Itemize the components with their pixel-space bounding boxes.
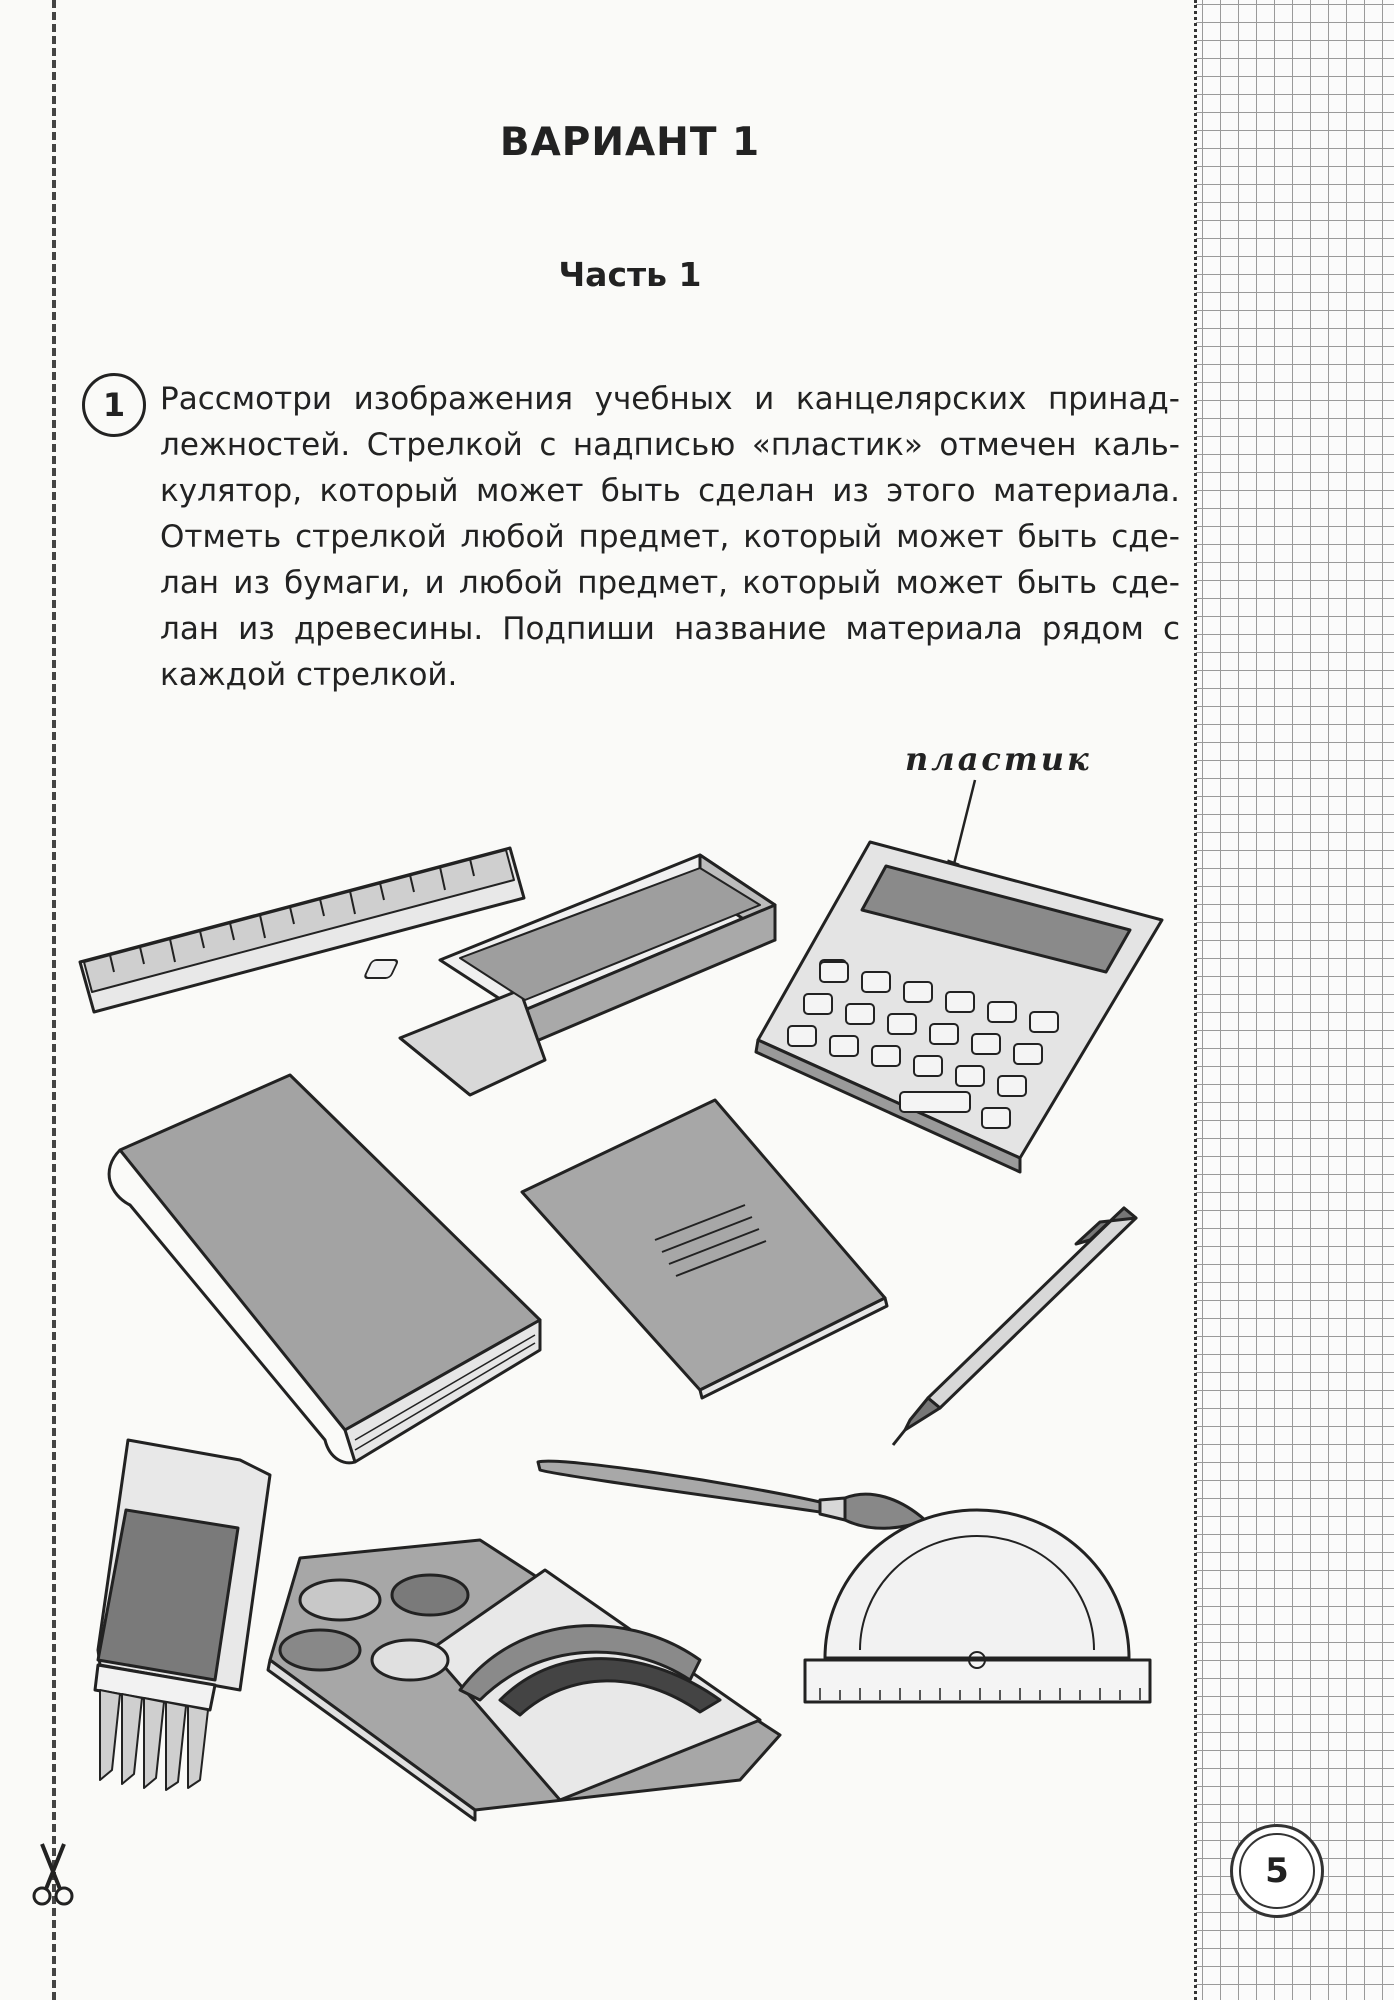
ruler-icon[interactable] — [80, 848, 524, 1012]
protractor-icon[interactable] — [805, 1510, 1150, 1702]
notebook-icon[interactable] — [522, 1100, 887, 1398]
task-line: лан из бумаги, и любой предмет, который может быть сде- — [160, 565, 1180, 601]
task-line: кулятор, который может быть сделан из этого материала. — [160, 473, 1180, 509]
page-subtitle: Часть 1 — [558, 255, 702, 294]
task-line: Отметь стрелкой любой предмет, который может быть сде- — [160, 519, 1180, 555]
pen-icon[interactable] — [893, 1208, 1136, 1445]
task-line: лежностей. Стрелкой с надписью «пластик» отмечен каль- — [160, 427, 1180, 463]
task-line: Рассмотри изображения учебных и канцелярских принад- — [160, 381, 1180, 417]
paint-set-icon[interactable] — [268, 1540, 780, 1820]
task-number: 1 — [82, 373, 146, 437]
page-number — [1230, 1824, 1324, 1918]
paintbrush-icon[interactable] — [538, 1461, 925, 1528]
page-title: ВАРИАНТ 1 — [499, 120, 761, 165]
page-number-value: 5 — [1239, 1833, 1315, 1909]
book-icon[interactable] — [109, 1075, 540, 1463]
task-line: лан из древесины. Подпиши название материала рядом с — [160, 611, 1180, 647]
plastic-label: пластик — [905, 740, 1092, 778]
pencils-icon[interactable] — [95, 1440, 270, 1790]
task-line: каждой стрелкой. — [160, 657, 458, 693]
